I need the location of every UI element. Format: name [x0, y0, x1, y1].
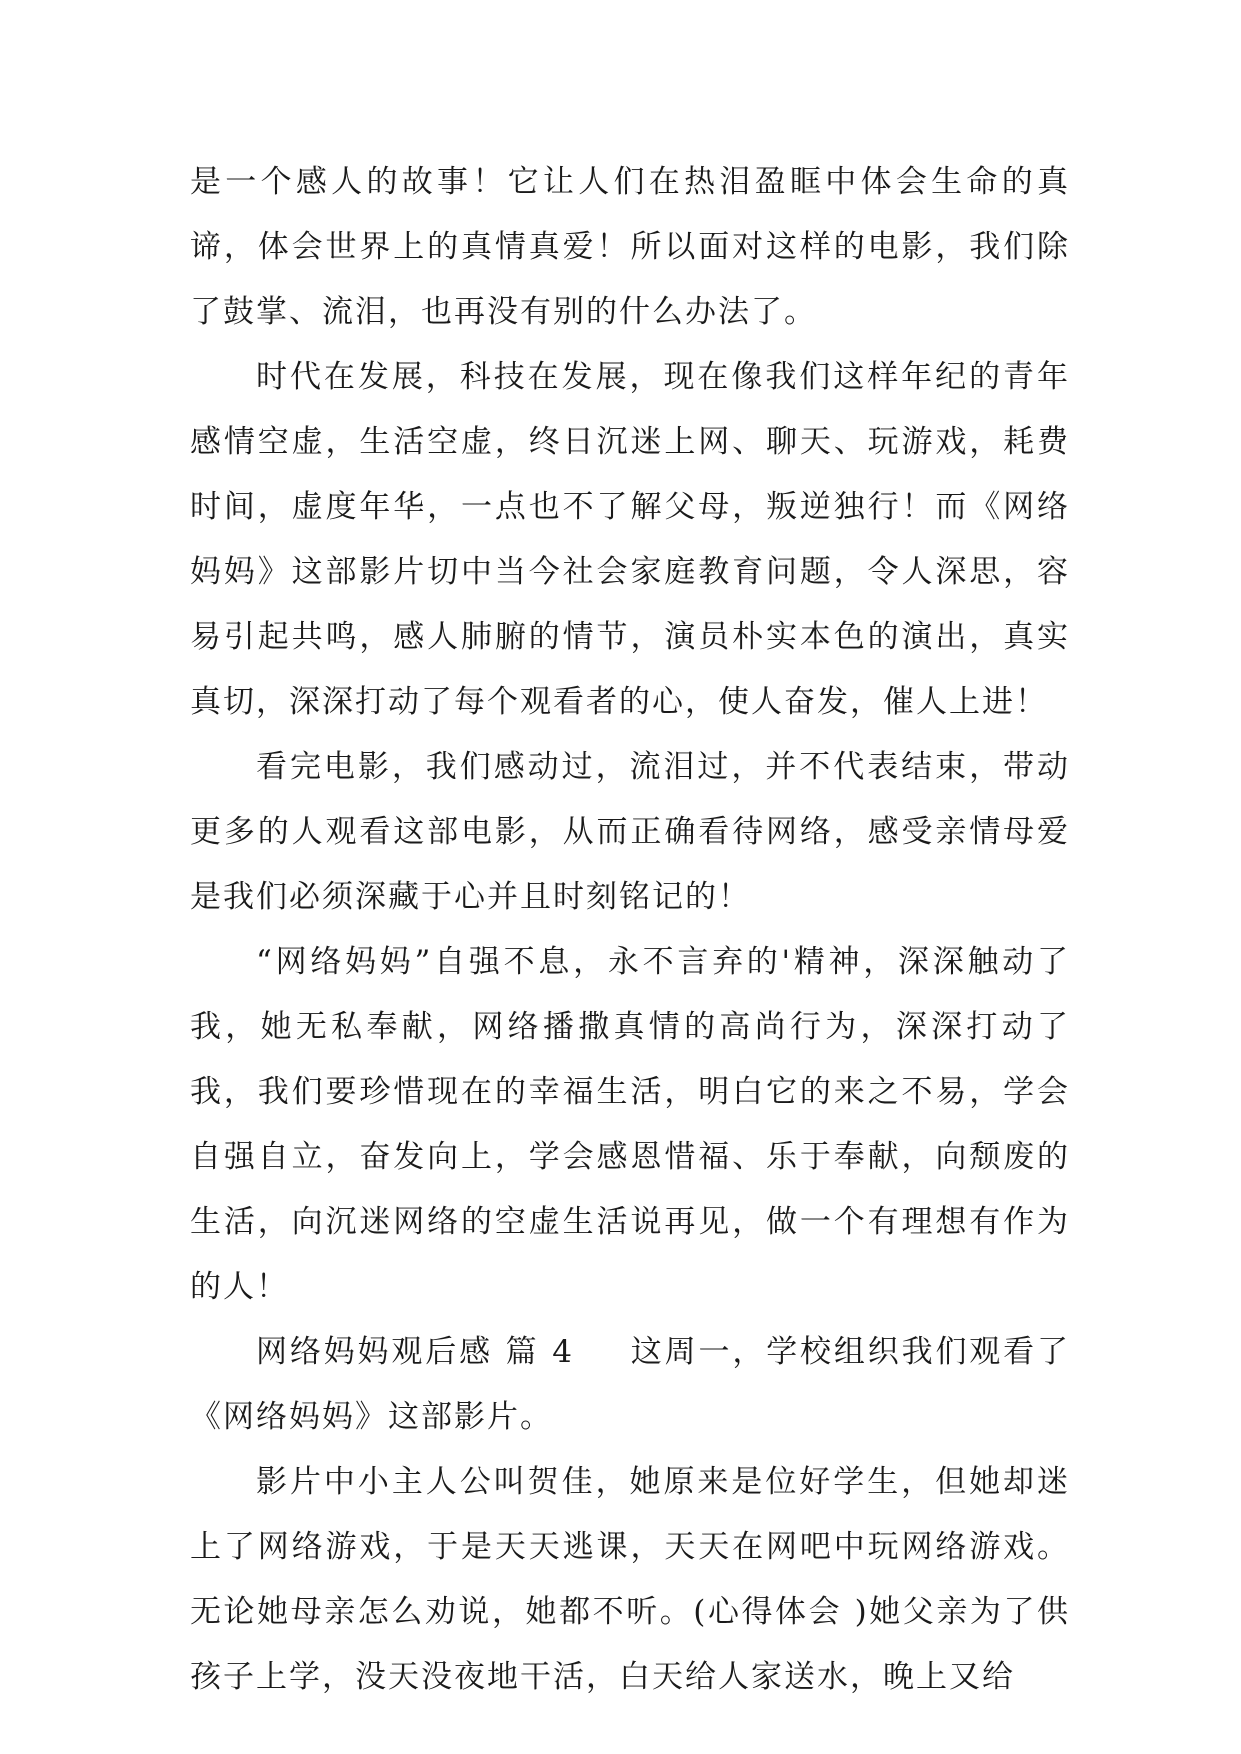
- paragraph-2: 时代在发展，科技在发展，现在像我们这样年纪的青年感情空虚，生活空虚，终日沉迷上网、聊天、玩游戏，耗费时间，虚度年华，一点也不了解父母，叛逆独行！而《网络妈妈》这部影片切中当今社会家庭教育问题，令人深思，容易引起共鸣，感人肺腑的情节，演员朴实本色的演出，真实真切，深深打动了每个观看者的心，使人奋发，催人上进！: [190, 359, 1070, 720]
- paragraph-4: “网络妈妈”自强不息，永不言弃的'精神，深深触动了我，她无私奉献，网络播撒真情的高尚行为，深深打动了我，我们要珍惜现在的幸福生活，明白它的来之不易，学会自强自立，奋发向上，学会感恩惜福、乐于奉献，向颓废的生活，向沉迷网络的空虚生活说再见，做一个有理想有作为的人！: [190, 944, 1070, 1305]
- section-title: 网络妈妈观后感: [256, 1334, 493, 1370]
- section-heading: [190, 1320, 1070, 1450]
- paragraph-1: 是一个感人的故事！它让人们在热泪盈眶中体会生命的真谛，体会世界上的真情真爱！所以面对这样的电影，我们除了鼓掌、流泪，也再没有别的什么办法了。: [190, 164, 1070, 330]
- paragraph-3: 看完电影，我们感动过，流泪过，并不代表结束，带动更多的人观看这部电影，从而正确看待网络，感受亲情母爱是我们必须深藏于心并且时刻铭记的！: [190, 749, 1070, 915]
- document-body: [190, 150, 1070, 1710]
- section-number: 篇 4: [505, 1334, 574, 1370]
- section-intro-text: 这周一，学校组织我们观看了《网络妈妈》这部影片。: [190, 1334, 1071, 1435]
- paragraph-5: 影片中小主人公叫贺佳，她原来是位好学生，但她却迷上了网络游戏，于是天天逃课，天天在网吧中玩网络游戏。无论她母亲怎么劝说，她都不听。(心得体会 )她父亲为了供孩子上学，没天没夜地干活，白天给人家送水，晚上又给: [190, 1464, 1070, 1695]
